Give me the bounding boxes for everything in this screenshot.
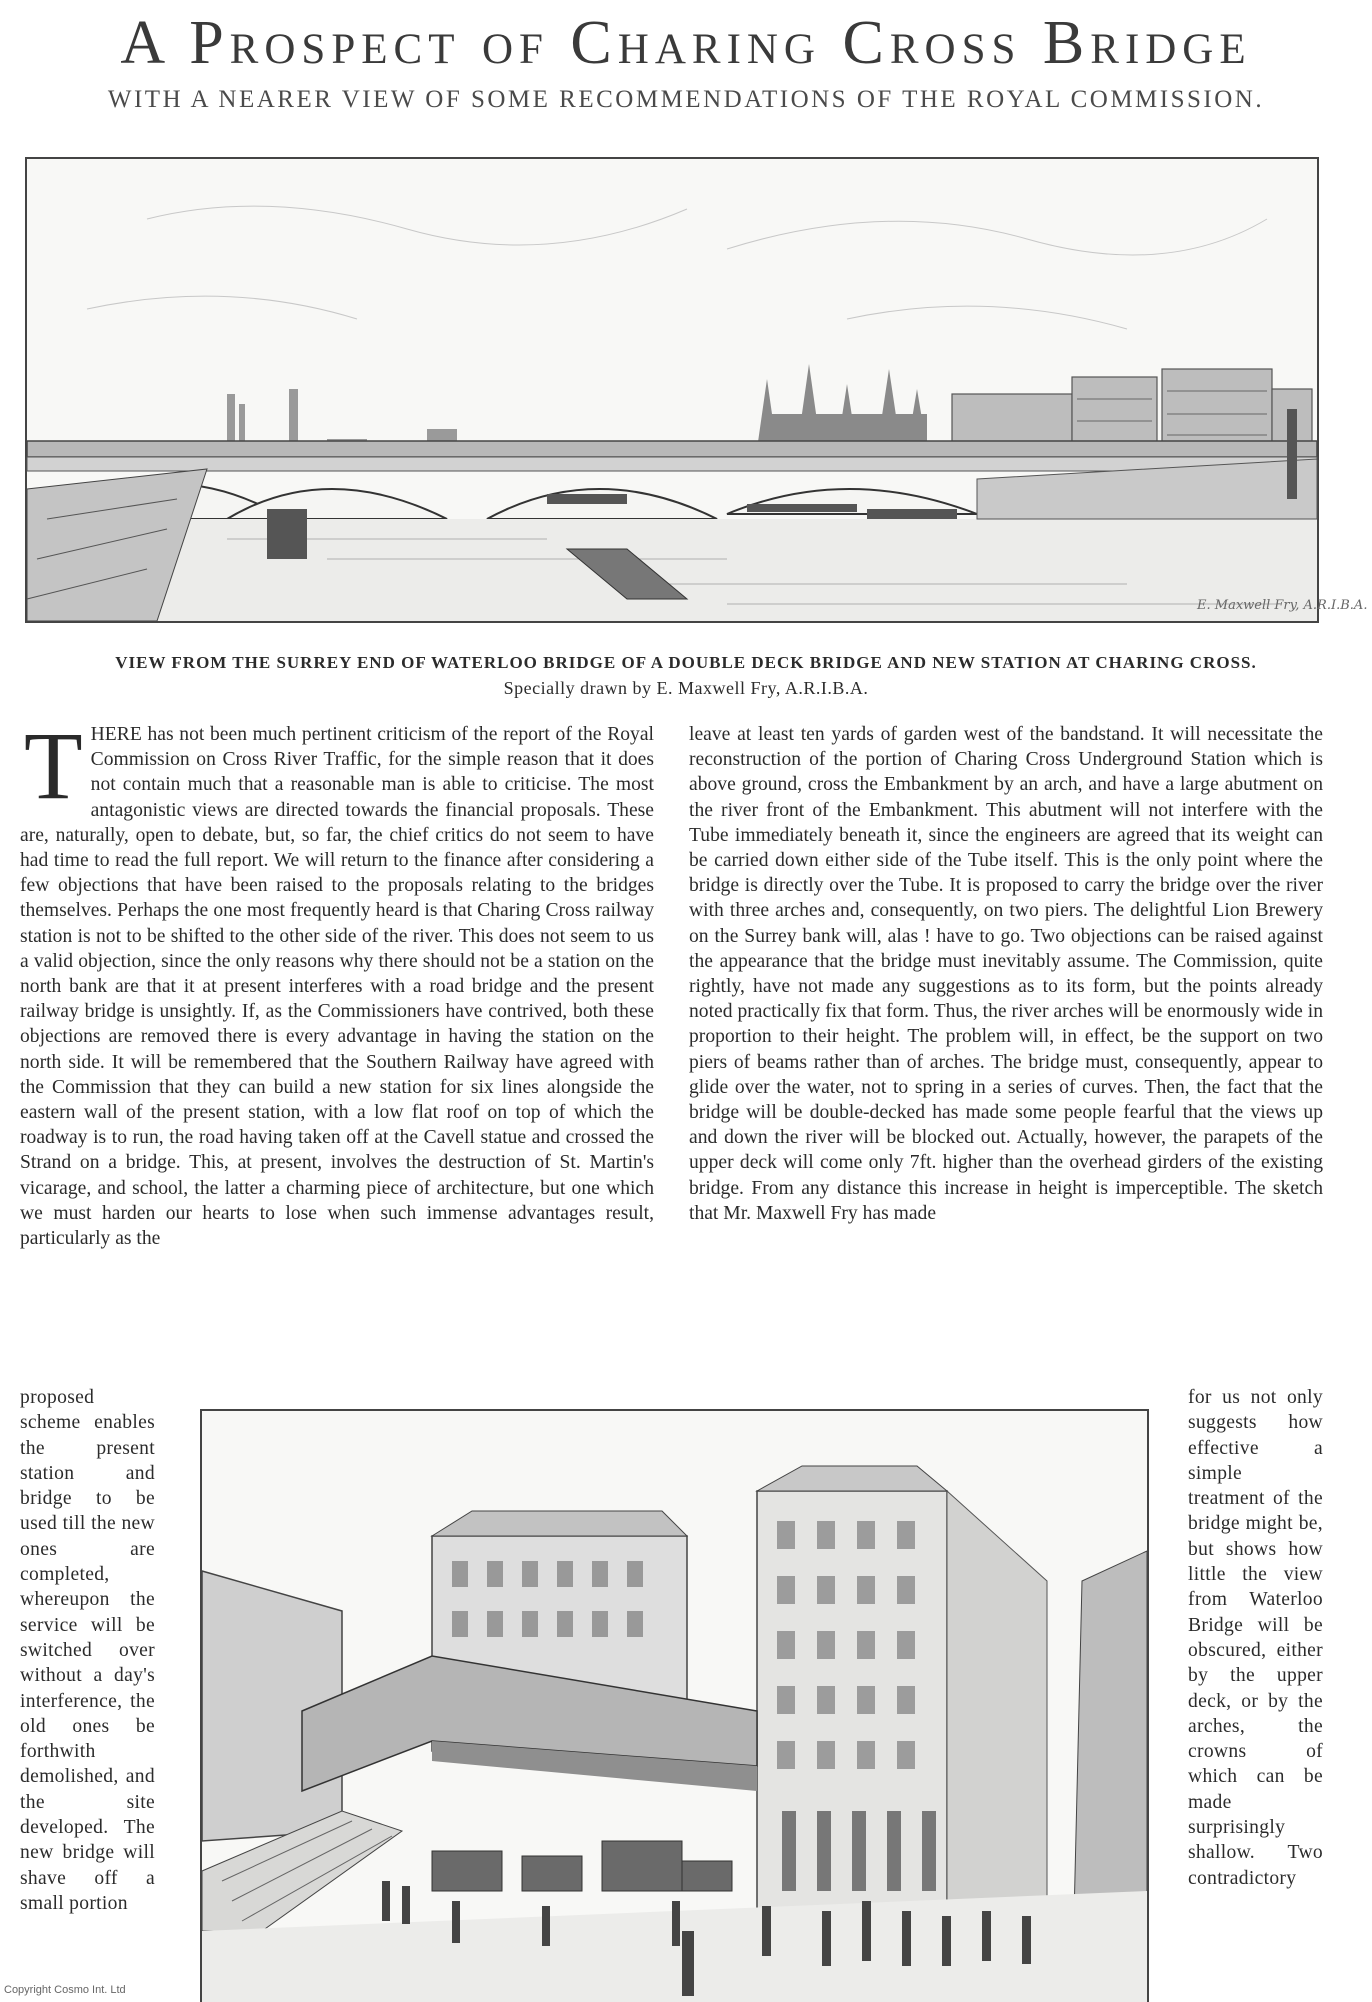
article-body-left-narrow [20, 1385, 155, 1916]
station-street-sketch [202, 1411, 1147, 2002]
copyright-notice: Copyright Cosmo Int. Ltd [4, 1984, 126, 1996]
body-text-left-narrow: proposed scheme enables the present station and bridge to be used till the new ones are completed, whereupon the service will be switched over without a day's interference, the old ones be forthwith demolished, and the site developed. The new bridge will shave off a small portion [20, 1387, 155, 1914]
body-text-right-narrow: for us not only suggests how effective a simple treatment of the bridge might be, but shows how little the view from Waterloo Bridge will be obscured, either by the upper deck, or by the arches, the crowns of which can be made surprisingly shallow. Two contradictory [1188, 1387, 1323, 1889]
bridge-panorama-illustration [25, 157, 1368, 623]
article-body-right-narrow [1188, 1385, 1323, 1891]
article-body-left-column [20, 712, 654, 1251]
bridge-panorama-sketch [27, 159, 1368, 621]
figure-credit: Specially drawn by E. Maxwell Fry, A.R.I.B.A. [503, 678, 869, 698]
article-body-right-column [689, 722, 1323, 1226]
article-title: A Prospect of Charing Cross Bridge [120, 9, 1252, 77]
figure-caption: VIEW FROM THE SURREY END OF WATERLOO BRIDGE OF A DOUBLE DECK BRIDGE AND NEW STATION AT CHARING CROSS. [115, 653, 1257, 672]
body-text-right: leave at least ten yards of garden west of the bandstand. It will necessitate the reconstruction of the portion of Charing Cross Underground Station which is above ground, cross the Embankment by an arch, and have a large abutment on the river front of the Embankment. This abutment will not interfere with the Tube immediately beneath it, since the engineers are agreed that its weight can be carried down either side of the Tube itself. This is the only point where the bridge is directly over the Tube. It is proposed to carry the bridge over the river with three arches and, consequently, on two piers. The delightful Lion Brewery on the Surrey bank will, alas ! have to go. Two objections can be raised against the appearance that the bridge must inevitably assume. The Commission, quite rightly, have not made any suggestions as to its form, but the points already noted practically fix that form. Thus, the river arches will be enormously wide in proportion to their height. The problem will, in effect, be the support on two piers of beams rather than of arches. The bridge must, consequently, appear to glide over the water, not to spring in a series of curves. Then, the fact that the bridge will be double-decked has made some people fearful that the views up and down the river will be blocked out. Actually, however, the parapets of the upper deck will come only 7ft. higher than the overhead girders of the existing bridge. From any distance this increase in height is imperceptible. The sketch that Mr. Maxwell Fry has made [689, 724, 1323, 1224]
article-subtitle: WITH A NEARER VIEW OF SOME RECOMMENDATIONS OF THE ROYAL COMMISSION. [107, 86, 1265, 113]
drop-cap: T [24, 712, 83, 819]
body-text-left: HERE has not been much pertinent criticism of the report of the Royal Commission on Cross River Traffic, for the simple reason that it does not contain much that a reasonable man is able to criticise. The most antagonistic views are directed towards the financial proposals. These are, naturally, open to debate, but, so far, the chief critics do not seem to have had time to read the full report. We will return to the finance after considering a few objections that have been raised to the proposals relating to the bridges themselves. Perhaps the one most frequently heard is that Charing Cross railway station is not to be shifted to the other side of the river. This does not seem to us a valid objection, since the only reasons why there should not be a station on the north bank are that it at present interferes with a road bridge and the present railway bridge is unsightly. If, as the Commissioners have contrived, both these objections are removed there is every advantage in having the station on the north side. It will be remembered that the Southern Railway have agreed with the Commission that they can build a new station for six lines alongside the eastern wall of the present station, with a low flat roof on top of which the roadway is to run, the road having taken off at the Cavell statue and crossed the Strand on a bridge. This, at present, involves the destruction of St. Martin's vicarage, and school, the latter a charming piece of architecture, but one which we must harden our hearts to lose when such immense advantages result, particularly as the [20, 724, 654, 1250]
station-street-illustration [200, 1409, 1149, 2002]
artist-signature: E. Maxwell Fry, A.R.I.B.A. [1197, 598, 1368, 613]
